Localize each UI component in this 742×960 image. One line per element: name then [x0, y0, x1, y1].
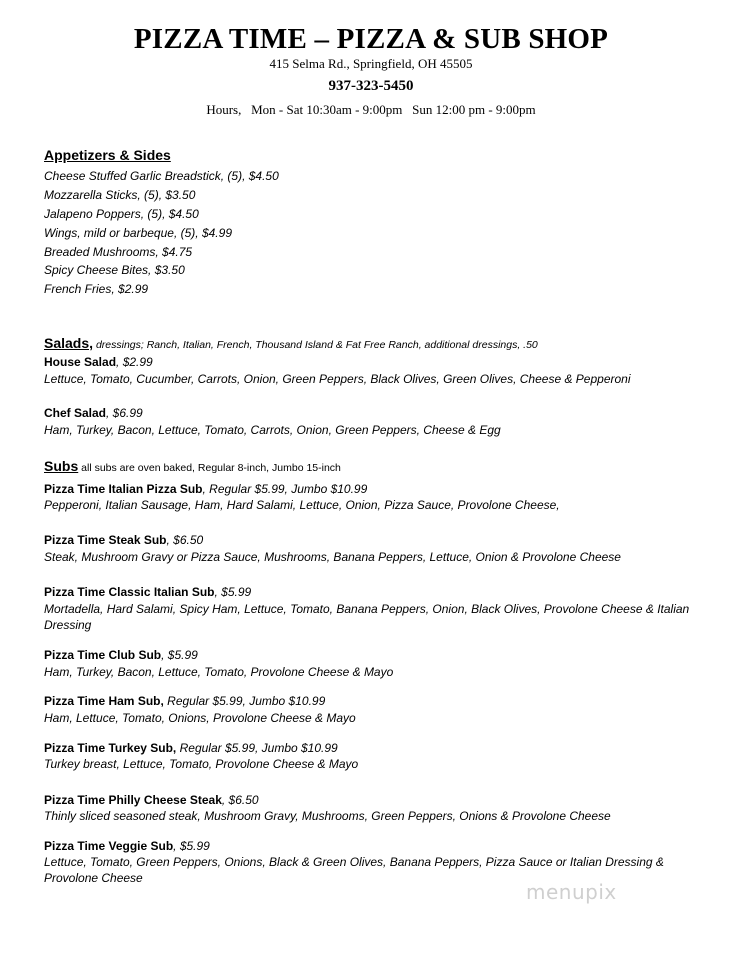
salads-heading-line: [44, 335, 704, 353]
menu-item-title: [44, 740, 704, 756]
list-item: Mozzarella Sticks, (5), $3.50: [44, 188, 196, 202]
menu-item-title: [44, 405, 704, 421]
list-item: Cheese Stuffed Garlic Breadstick, (5), $4.50: [44, 169, 279, 183]
item-description: Ham, Turkey, Bacon, Lettuce, Tomato, Carrots, Onion, Green Peppers, Cheese & Egg: [44, 423, 501, 437]
item-description: Lettuce, Tomato, Cucumber, Carrots, Onion, Green Peppers, Black Olives, Green Olives, Cheese & Pepperoni: [44, 372, 631, 386]
menu-item-title: [44, 792, 704, 808]
item-price: , $5.99: [214, 585, 252, 599]
item-price: , $6.50: [166, 533, 204, 547]
subs-heading-line: [44, 458, 704, 476]
list-item: Spicy Cheese Bites, $3.50: [44, 263, 185, 277]
item-description: Ham, Lettuce, Tomato, Onions, Provolone Cheese & Mayo: [44, 711, 356, 725]
item-price: , $5.99: [161, 648, 198, 662]
list-item: Jalapeno Poppers, (5), $4.50: [44, 207, 199, 221]
item-description: Turkey breast, Lettuce, Tomato, Provolone Cheese & Mayo: [44, 757, 359, 771]
menu-item-title: [44, 354, 704, 370]
appetizers-heading: Appetizers & Sides: [44, 147, 171, 163]
item-name: Pizza Time Veggie Sub: [44, 839, 174, 853]
menu-item-title: [44, 693, 704, 709]
item-price: Regular $5.99, Jumbo $10.99: [176, 741, 338, 755]
salads-heading: Salads,: [44, 335, 94, 351]
item-name: Pizza Time Philly Cheese Steak: [44, 793, 222, 807]
subs-heading: Subs: [44, 458, 79, 474]
list-item: Breaded Mushrooms, $4.75: [44, 245, 193, 259]
item-description: Thinly sliced seasoned steak, Mushroom Gravy, Mushrooms, Green Peppers, Onions & Provolone Cheese: [44, 809, 611, 823]
menu-item-title: [44, 481, 704, 497]
item-description: Lettuce, Tomato, Green Peppers, Onions, Black & Green Olives, Banana Peppers, Pizza Sauce or Italian Dressing & Provolone Cheese: [44, 855, 664, 885]
list-item: French Fries, $2.99: [44, 282, 149, 296]
shop-phone: 937-323-5450: [328, 78, 414, 94]
item-name: Pizza Time Club Sub: [44, 648, 162, 662]
item-price: Regular $5.99, Jumbo $10.99: [163, 694, 326, 708]
item-description: Ham, Turkey, Bacon, Lettuce, Tomato, Provolone Cheese & Mayo: [44, 665, 394, 679]
menupix-watermark: menupix: [526, 880, 617, 904]
subs-note: all subs are oven baked, Regular 8-inch, Jumbo 15-inch: [78, 462, 341, 474]
shop-title: PIZZA TIME – PIZZA & SUB SHOP: [133, 23, 609, 55]
shop-hours: Hours, Mon - Sat 10:30am - 9:00pm Sun 12:00 pm - 9:00pm: [206, 102, 536, 117]
item-name: Chef Salad: [44, 406, 107, 420]
menu-item-title: [44, 532, 704, 548]
shop-address: 415 Selma Rd., Springfield, OH 45505: [269, 56, 473, 71]
appetizers-heading-line: [44, 147, 704, 164]
item-price: , $2.99: [116, 355, 153, 369]
menu-item-title: [44, 584, 704, 600]
item-price: , $6.99: [106, 406, 143, 420]
item-price: , $6.50: [221, 793, 259, 807]
item-description: Pepperoni, Italian Sausage, Ham, Hard Salami, Lettuce, Onion, Pizza Sauce, Provolone Cheese,: [44, 498, 560, 512]
item-name: Pizza Time Turkey Sub,: [44, 741, 177, 755]
item-name: Pizza Time Italian Pizza Sub: [44, 482, 203, 496]
item-name: House Salad: [44, 355, 117, 369]
item-name: Pizza Time Classic Italian Sub: [44, 585, 215, 599]
list-item: Wings, mild or barbeque, (5), $4.99: [44, 226, 232, 240]
item-description: Mortadella, Hard Salami, Spicy Ham, Lettuce, Tomato, Banana Peppers, Onion, Black Olives, Provolone Cheese & Italian Dressing: [44, 602, 690, 632]
item-price: , $5.99: [173, 839, 210, 853]
item-name: Pizza Time Ham Sub,: [44, 694, 164, 708]
item-price: , Regular $5.99, Jumbo $10.99: [202, 482, 368, 496]
menu-item-title: [44, 647, 704, 663]
menu-item-title: [44, 838, 704, 854]
item-name: Pizza Time Steak Sub: [44, 533, 167, 547]
item-description: Steak, Mushroom Gravy or Pizza Sauce, Mushrooms, Banana Peppers, Lettuce, Onion & Provolone Cheese: [44, 550, 621, 564]
salads-note: dressings; Ranch, Italian, French, Thousand Island & Fat Free Ranch, additional dressings, .50: [93, 339, 538, 351]
